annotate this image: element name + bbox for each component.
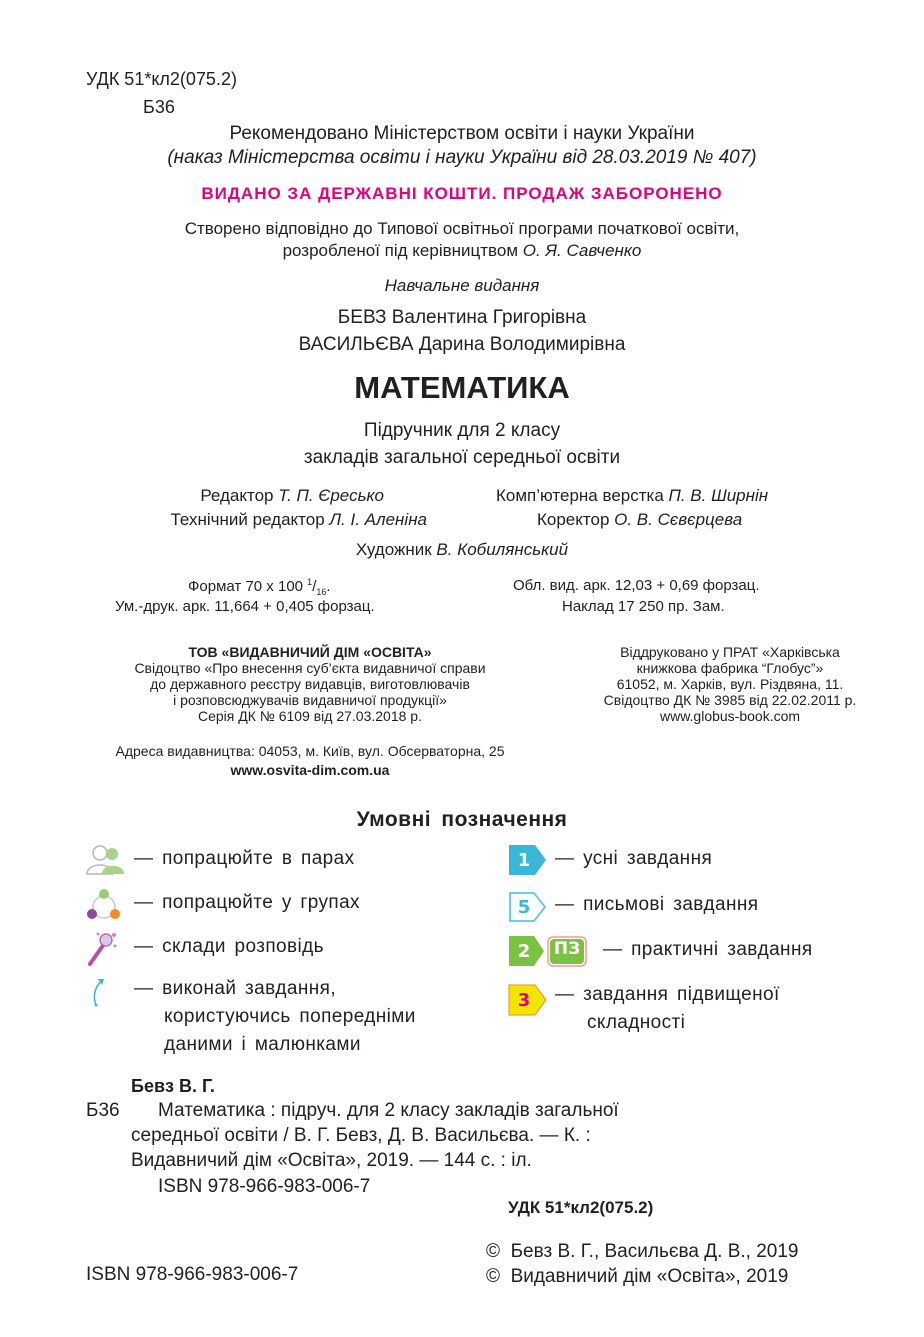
legend-story: — склади розповідь bbox=[134, 936, 324, 957]
edition-type: Навчальне видання bbox=[384, 276, 540, 295]
publisher-website[interactable]: www.osvita-dim.com.ua bbox=[230, 762, 390, 778]
legend-hard: — завдання підвищеної складності bbox=[555, 984, 780, 1033]
format-line: Формат 70 х 100 $^1/_{16}$. bbox=[188, 577, 331, 597]
pairs-icon bbox=[84, 842, 128, 876]
copyright-1: © Бевз В. Г., Васильєва Д. В., 2019 bbox=[486, 1241, 799, 1262]
oral-task-number: 1 bbox=[517, 849, 531, 871]
bbk-code: Б36 bbox=[143, 97, 175, 117]
catalog-isbn: ISBN 978-966-983-006-7 bbox=[158, 1176, 371, 1197]
account-sheets: Обл. вид. арк. 12,03 + 0,69 форзац. bbox=[513, 577, 760, 594]
pointer-arrow-icon bbox=[88, 975, 112, 1007]
circulation: Наклад 17 250 пр. Зам. bbox=[562, 598, 725, 615]
practical-task-tag: ПЗ bbox=[553, 939, 581, 959]
written-task-number: 5 bbox=[517, 896, 531, 918]
legend-oral: — усні завдання bbox=[555, 848, 713, 869]
print-sheets: Ум.-друк. арк. 11,664 + 0,405 форзац. bbox=[115, 598, 375, 615]
catalog-code: Б36 bbox=[86, 1100, 120, 1121]
legend-groups: — попрацюйте у групах bbox=[134, 892, 360, 913]
publisher-name: ТОВ «ВИДАВНИЧИЙ ДІМ «ОСВІТА» bbox=[188, 644, 432, 660]
printer-block bbox=[560, 644, 900, 724]
legend-pairs: — попрацюйте в парах bbox=[134, 848, 355, 869]
groups-icon bbox=[84, 885, 124, 925]
catalog-line-3: Видавничий дім «Освіта», 2019. — 144 с. : іл. bbox=[131, 1150, 532, 1171]
publisher-cert-3: і розповсюджувачів видавничої продукції» bbox=[173, 692, 447, 708]
legend-written: — письмові завдання bbox=[555, 894, 759, 915]
book-title: МАТЕМАТИКА bbox=[354, 370, 570, 405]
footer-isbn: ISBN 978-966-983-006-7 bbox=[86, 1264, 299, 1285]
copyright-symbol: © bbox=[486, 1266, 500, 1287]
practical-task-number: 2 bbox=[517, 940, 531, 962]
publisher-block bbox=[80, 644, 540, 724]
microphone-icon bbox=[84, 928, 120, 968]
copyright-symbol: © bbox=[486, 1241, 500, 1262]
legend-title: Умовні позначення bbox=[356, 808, 568, 831]
catalog-udk: УДК 51*кл2(075.2) bbox=[508, 1198, 654, 1217]
subtitle-1: Підручник для 2 класу bbox=[363, 420, 561, 441]
printer-line-2: книжкова фабрика “Глобус”» bbox=[636, 660, 824, 676]
state-funds-notice: ВИДАНО ЗА ДЕРЖАВНІ КОШТИ. ПРОДАЖ ЗАБОРОНЕНО bbox=[201, 184, 723, 203]
publisher-cert-1: Свідоцтво «Про внесення суб’єкта видавничої справи bbox=[134, 660, 486, 676]
catalog-line-1: Математика : підруч. для 2 класу закладів загальної bbox=[158, 1100, 619, 1121]
catalog-line-2: середньої освіти / В. Г. Бевз, Д. В. Васильєва. — К. : bbox=[131, 1125, 591, 1146]
legend-task: — виконай завдання, користуючись попередніми даними і малюнками bbox=[134, 978, 416, 1055]
credit-layout: Комп’ютерна верстка П. В. Ширнін bbox=[496, 486, 769, 505]
recommended-line: Рекомендовано Міністерством освіти і науки України bbox=[229, 123, 695, 144]
catalog-author: Бевз В. Г. bbox=[131, 1076, 215, 1096]
program-editor: О. Я. Савченко bbox=[522, 241, 642, 260]
printer-line-4: Свідоцтво ДК № 3985 від 22.02.2011 р. bbox=[603, 692, 857, 708]
credit-artist: Художник В. Кобилянський bbox=[355, 540, 569, 559]
program-line-2: розробленої під керівництвом О. Я. Савченко bbox=[282, 241, 642, 260]
publisher-cert-4: Серія ДК № 6109 від 27.03.2018 р. bbox=[198, 708, 422, 724]
credit-proofreader: Коректор О. В. Сєвєрцева bbox=[537, 510, 743, 529]
printer-line-3: 61052, м. Харків, вул. Різдвяна, 11. bbox=[616, 676, 844, 692]
printer-website[interactable]: www.globus-book.com bbox=[659, 708, 801, 724]
credit-editor: Редактор Т. П. Єресько bbox=[200, 486, 384, 505]
udk-code: УДК 51*кл2(075.2) bbox=[86, 69, 237, 89]
program-line-1: Створено відповідно до Типової освітньої програми початкової освіти, bbox=[184, 219, 740, 238]
publisher-cert-2: до державного реєстру видавців, виготовлювачів bbox=[150, 676, 470, 692]
author-1: БЕВЗ Валентина Григорівна bbox=[337, 307, 587, 328]
copyright-2: © Видавничий дім «Освіта», 2019 bbox=[486, 1266, 789, 1287]
hard-task-number: 3 bbox=[517, 989, 531, 1011]
author-2: ВАСИЛЬЄВА Дарина Володимирівна bbox=[298, 334, 626, 355]
legend-practical: — практичні завдання bbox=[603, 939, 813, 960]
credit-tech-editor: Технічний редактор Л. І. Аленіна bbox=[170, 510, 427, 529]
publisher-address: Адреса видавництва: 04053, м. Київ, вул. Обсерваторна, 25 bbox=[115, 743, 505, 759]
printer-line-1: Віддруковано у ПРАТ «Харківська bbox=[620, 644, 840, 660]
subtitle-2: закладів загальної середньої освіти bbox=[303, 447, 621, 468]
order-line: (наказ Міністерства освіти і науки України від 28.03.2019 № 407) bbox=[167, 147, 757, 168]
